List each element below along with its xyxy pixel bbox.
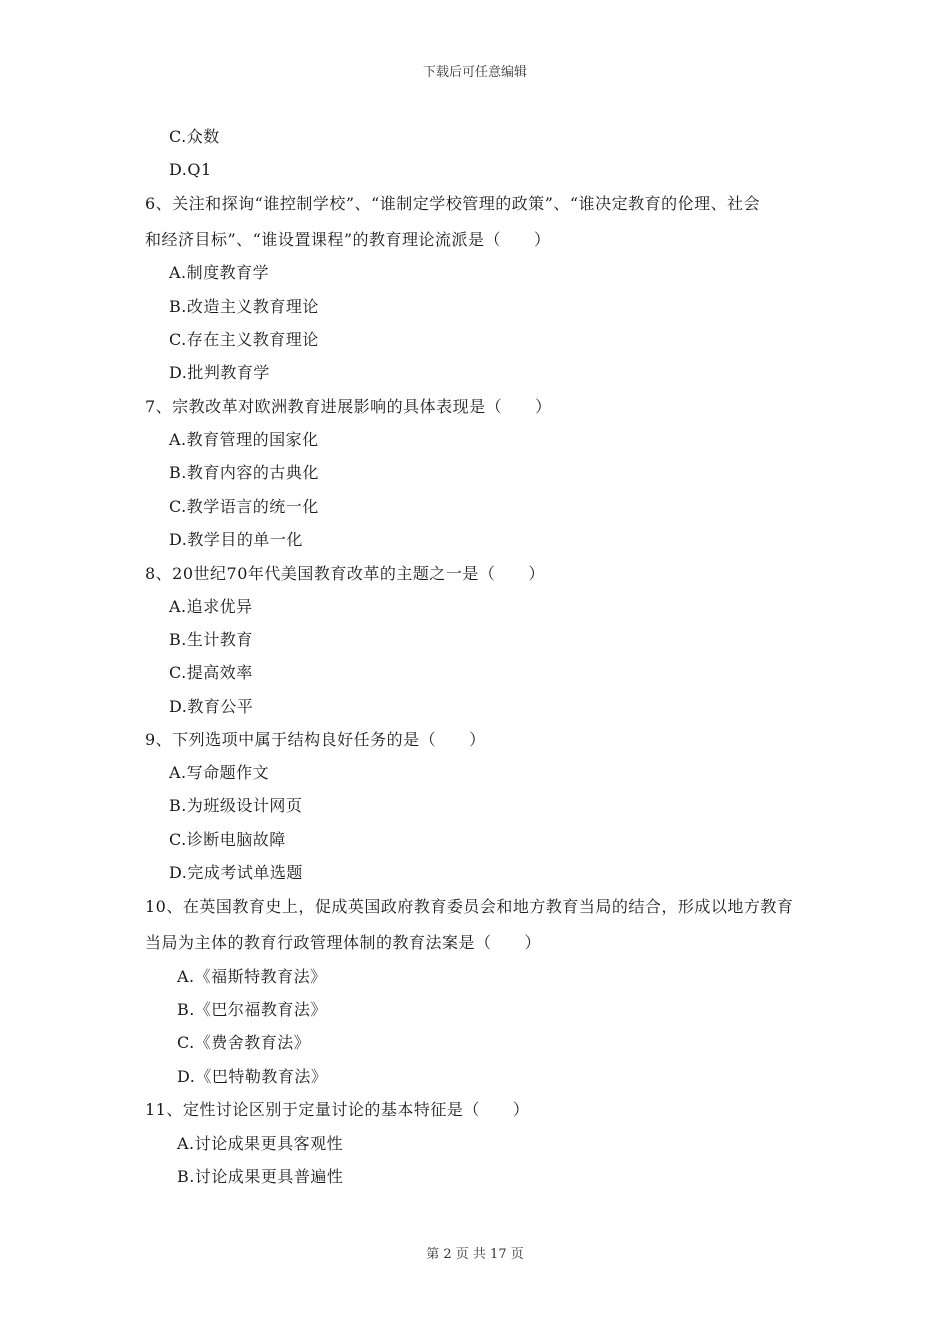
answer-option: C.存在主义教育理论 — [169, 330, 319, 349]
question-text: 8、20世纪70年代美国教育改革的主题之一是（ ） — [145, 564, 545, 583]
answer-option: D.教育公平 — [169, 697, 254, 716]
question-text: 9、下列选项中属于结构良好任务的是（ ） — [145, 730, 486, 749]
answer-option: C.《费舍教育法》 — [177, 1033, 311, 1052]
answer-option: B.为班级设计网页 — [169, 796, 303, 815]
answer-option: B.《巴尔福教育法》 — [177, 1000, 327, 1019]
answer-option: B.讨论成果更具普遍性 — [177, 1167, 344, 1186]
answer-option: C.众数 — [169, 127, 220, 146]
question-text: 当局为主体的教育行政管理体制的教育法案是（ ） — [145, 933, 542, 952]
answer-option: C.教学语言的统一化 — [169, 497, 319, 516]
answer-option: A.教育管理的国家化 — [169, 430, 319, 449]
answer-option: A.《福斯特教育法》 — [177, 967, 327, 986]
question-text: 6、关注和探询“谁控制学校”、“谁制定学校管理的政策”、“谁决定教育的伦理、社会 — [145, 194, 761, 213]
answer-option: D.《巴特勒教育法》 — [177, 1067, 328, 1086]
answer-option: A.写命题作文 — [169, 763, 270, 782]
answer-option: B.生计教育 — [169, 630, 253, 649]
answer-option: C.诊断电脑故障 — [169, 830, 286, 849]
answer-option: C.提高效率 — [169, 663, 253, 682]
answer-option: B.改造主义教育理论 — [169, 297, 319, 316]
question-text: 7、宗教改革对欧洲教育进展影响的具体表现是（ ） — [145, 397, 552, 416]
question-text: 10、在英国教育史上，促成英国政府教育委员会和地方教育当局的结合，形成以地方教育 — [145, 897, 794, 916]
page-number: 第 2 页 共 17 页 — [426, 1247, 524, 1262]
answer-option: D.批判教育学 — [169, 363, 270, 382]
answer-option: D.教学目的单一化 — [169, 530, 303, 549]
answer-option: D.完成考试单选题 — [169, 863, 303, 882]
answer-option: A.讨论成果更具客观性 — [177, 1134, 344, 1153]
question-text: 和经济目标”、“谁设置课程”的教育理论流派是（ ） — [145, 230, 551, 249]
answer-option: D.Q1 — [169, 160, 212, 179]
answer-option: A.制度教育学 — [169, 263, 270, 282]
answer-option: A.追求优异 — [169, 597, 253, 616]
answer-option: B.教育内容的古典化 — [169, 463, 319, 482]
page-header: 下载后可任意编辑 — [422, 65, 527, 80]
question-text: 11、定性讨论区别于定量讨论的基本特征是（ ） — [145, 1100, 530, 1119]
